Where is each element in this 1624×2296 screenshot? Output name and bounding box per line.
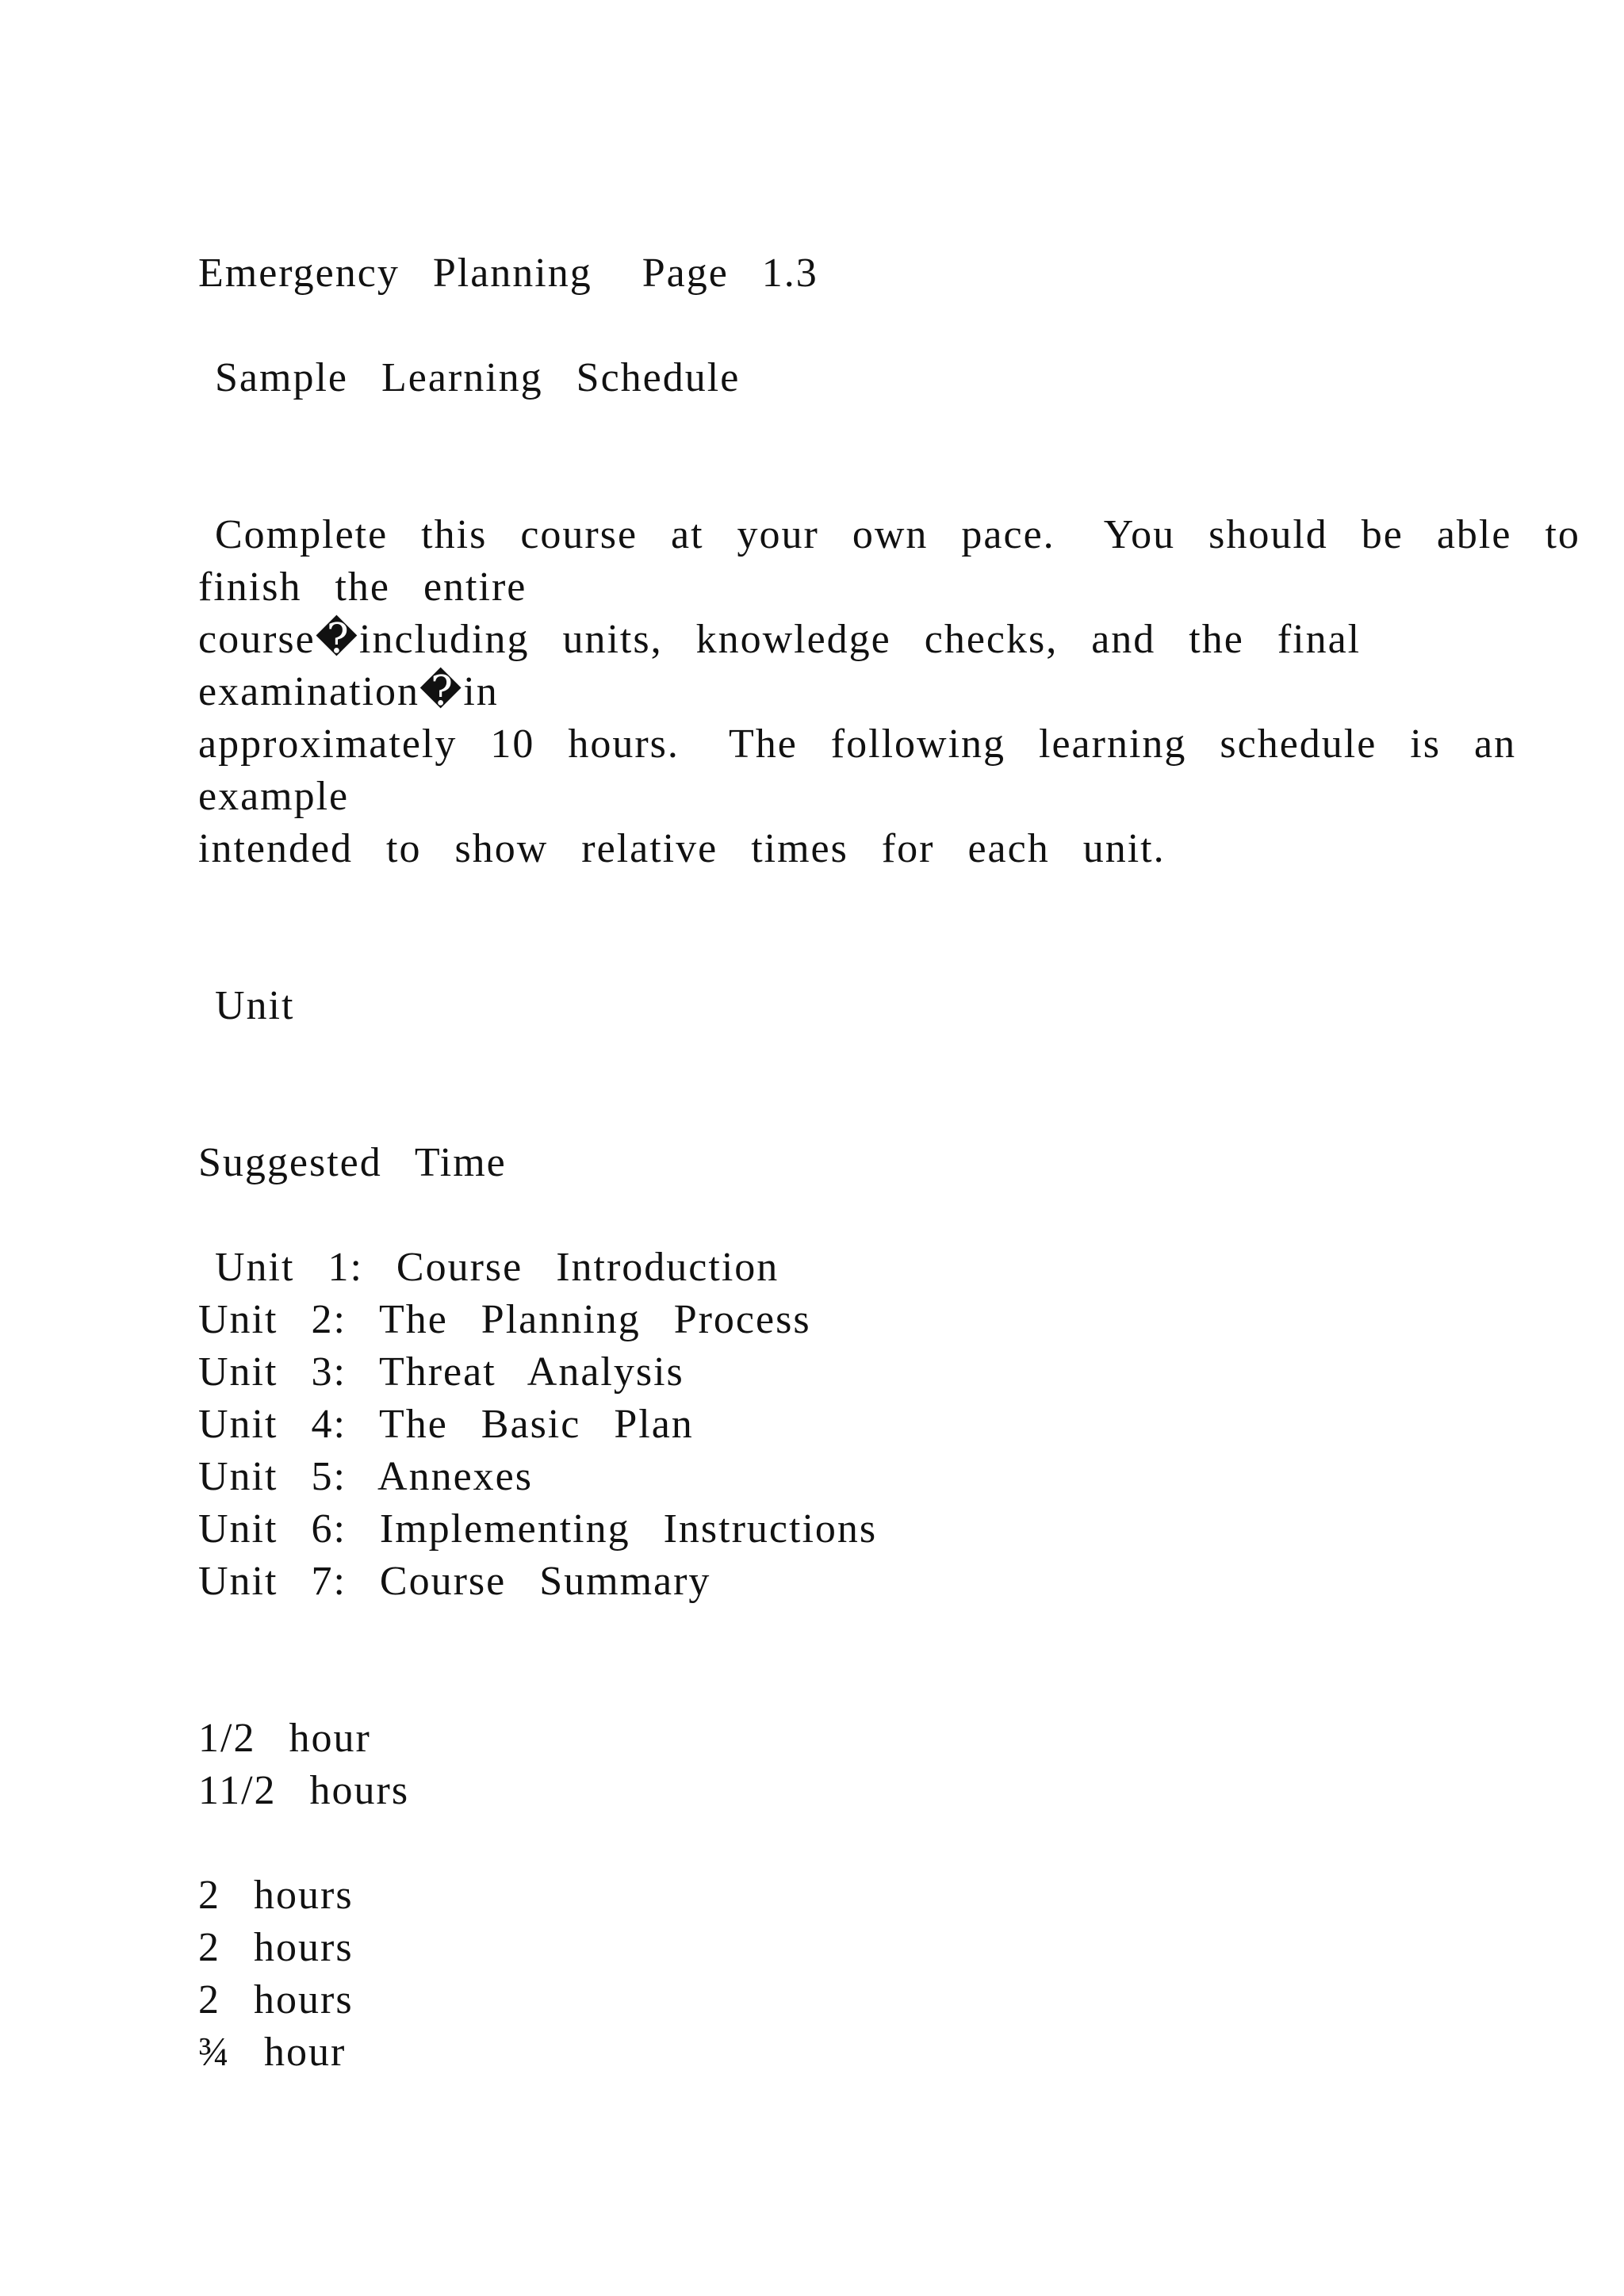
intro-line: intended to show relative times for each unit. [198, 826, 1166, 871]
unit-list-item: Unit 4: The Basic Plan [198, 1402, 694, 1447]
intro-line: approximately 10 hours. The following learning schedule is an [198, 721, 1517, 767]
intro-line: examination�in [198, 669, 499, 714]
unit-list-item: Unit 3: Threat Analysis [198, 1349, 684, 1395]
time-list-item: 11/2 hours [198, 1768, 410, 1813]
intro-line: Complete this course at your own pace. You should be able to [198, 512, 1580, 557]
schedule-title: Sample Learning Schedule [198, 355, 741, 400]
unit-list-item: Unit 6: Implementing Instructions [198, 1506, 878, 1552]
time-list-item: 2 hours [198, 1977, 354, 2022]
intro-line: course�including units, knowledge checks, and the final [198, 617, 1362, 662]
time-list-item: ¾ hour [198, 2030, 347, 2075]
intro-line: example [198, 774, 350, 819]
time-list-item: 2 hours [198, 1925, 354, 1970]
unit-list-item: Unit 5: Annexes [198, 1454, 533, 1499]
time-column-heading: Suggested Time [198, 1140, 507, 1185]
intro-line: finish the entire [198, 564, 527, 610]
document-header: Emergency Planning Page 1.3 [198, 251, 818, 296]
unit-list-item: Unit 1: Course Introduction [198, 1245, 779, 1290]
time-list-item: 2 hours [198, 1873, 354, 1918]
unit-list-item: Unit 7: Course Summary [198, 1559, 711, 1604]
unit-list-item: Unit 2: The Planning Process [198, 1297, 811, 1342]
unit-column-heading: Unit [198, 983, 295, 1028]
time-list-item: 1/2 hour [198, 1716, 371, 1761]
